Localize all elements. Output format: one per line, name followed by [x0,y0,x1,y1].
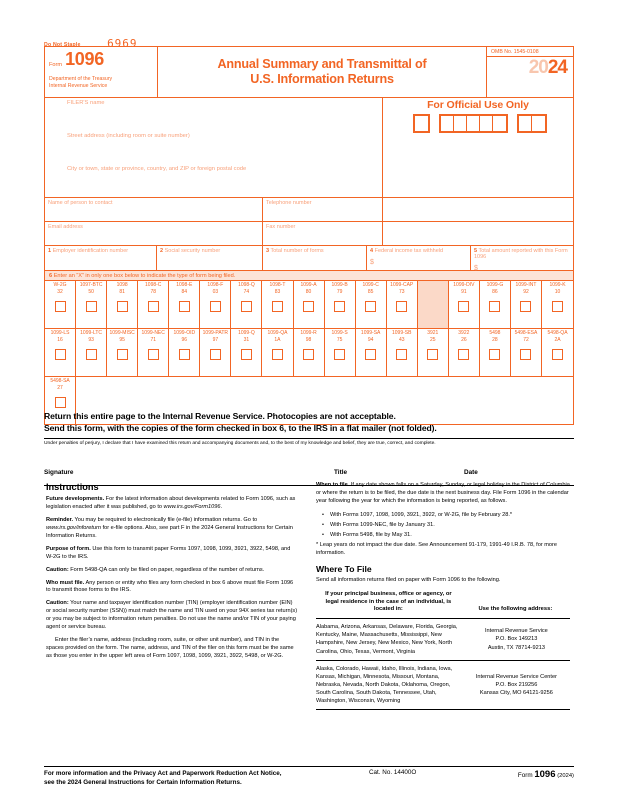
form-type-cell-1098[interactable] [107,281,138,328]
mailing-address-cell [461,660,570,710]
form-type-code: 97 [212,336,219,343]
who-must-file-paragraph [46,580,298,596]
form-type-cell-1099-nec[interactable] [138,329,169,376]
form-type-cell-1099-div[interactable] [449,281,480,328]
official-cell[interactable] [493,116,506,131]
form-type-checkbox[interactable] [148,349,159,360]
form-type-cell-1099-misc[interactable] [107,329,138,376]
form-type-code: 93 [88,336,94,343]
return-notice-line-1: Return this entire page to the Internal Revenue Service. Photocopies are not acceptable. [44,411,396,421]
form-type-checkbox[interactable] [458,349,469,360]
box-5-number: 5 [474,248,478,254]
box-4-dollar-sign: $ [370,259,374,266]
form-type-cell-1099-q[interactable] [231,329,262,376]
department-line-2: Internal Revenue Service [49,83,108,90]
form-type-name: 1098-E [176,282,193,288]
official-use-block [383,98,573,197]
form-type-grid [45,280,573,424]
form-type-cell-1098-f[interactable] [200,281,231,328]
address-line-3: Austin, TX 78714-9213 [487,644,545,651]
footer-form-number: 1096 [534,769,556,780]
reminder-text: You may be required to electronically file (e-file) information returns. Go to [73,516,258,523]
form-type-name: W-2G [53,282,67,288]
form-type-name: 1099-R [300,330,317,336]
form-identity-block [45,47,158,97]
box-4-label: Federal income tax withheld [374,248,444,254]
form-type-cell-1099-r[interactable] [294,329,325,376]
catalog-number: Cat. No. 14400O [369,769,417,776]
where-to-file-table [316,590,570,710]
form-type-cell-w-2g[interactable] [45,281,76,328]
form-type-code: 25 [430,336,436,343]
box-5-label: Total amount reported with this Form 1096 [474,248,568,260]
form-type-checkbox[interactable] [241,301,252,312]
box-6-instruction: Enter an “X” in only one box below to indicate the type of form being filed. [53,272,236,279]
form-type-name: 5498-SA [50,378,70,384]
form-type-checkbox[interactable] [365,349,376,360]
box-3-number: 3 [266,248,270,254]
form-type-cell-5498[interactable] [480,329,511,376]
form-type-checkbox[interactable] [210,349,221,360]
form-type-name: 1099-NEC [141,330,165,336]
form-type-name: 1099-OID [173,330,196,336]
address-line-2: P.O. Box 149213 [495,636,538,643]
form-type-checkbox[interactable] [210,301,221,312]
form-type-checkbox[interactable] [241,349,252,360]
box-1-ein[interactable] [45,246,157,270]
form-type-name: 1098-C [145,282,162,288]
form-type-name: 1099-A [300,282,317,288]
form-type-checkbox[interactable] [396,349,407,360]
form-type-checkbox[interactable] [520,349,531,360]
form-title-line-1: Annual Summary and Transmittal of [217,56,427,71]
form-type-code: 1A [274,336,281,343]
email-field[interactable]: Email address [45,222,263,245]
official-group-1[interactable] [413,114,430,133]
form-type-checkbox[interactable] [489,301,500,312]
form-type-cell-1099-g[interactable] [480,281,511,328]
inforeturn-url[interactable]: www.irs.gov/inforeturn [46,524,102,531]
form-type-checkbox[interactable] [303,349,314,360]
form-type-code: 94 [367,336,374,343]
form-type-code: 75 [336,336,343,343]
instructions-left-column [46,482,308,710]
footer-form-year: (2024) [557,773,574,779]
year-suffix: 24 [547,57,567,78]
form-type-name: 1099-G [486,282,504,288]
form-type-checkbox[interactable] [55,349,66,360]
form-type-cell-1099-cap[interactable] [387,281,418,328]
form-type-row-1 [45,281,573,329]
form-type-code: 84 [181,288,188,295]
form-type-code: 98 [305,336,312,343]
form-type-cell-1099-patr[interactable] [200,329,231,376]
form-type-code: 81 [119,288,125,295]
table-row [316,660,570,710]
year-prefix: 20 [528,57,548,78]
do-not-staple-label: Do Not Staple [44,42,81,48]
form-type-cell-1097-btc[interactable] [76,281,107,328]
official-cell[interactable] [454,116,467,131]
reminder-text-2: for e-file options. Also, see part F in the 2024 General Instructions for Certain Information Returns. [46,524,293,539]
purpose-text: Use this form to transmit paper Forms 1097, 1098, 1099, 3921, 3922, 5498, and W-2G to the IRS. [46,545,291,560]
who-must-file-label: Who must file. [46,579,85,586]
form-type-name: 5498 [489,330,501,336]
form-type-name: 1098-T [269,282,286,288]
perjury-statement: Under penalties of perjury, I declare that I have examined this return and accompanying documents and, to the best of my knowledge and belief, they are true, correct, and complete. [44,440,436,446]
footer-form-identity [479,769,574,780]
form-type-checkbox[interactable] [552,301,563,312]
when-to-file-text: If any date shown falls on a Saturday, Sunday, or legal holiday in the District of Columbia or where the return is to be filed, the due date is the next business day. File Form 1096 in the calendar year following the year for which the information is being reported, as follows. [316,482,570,504]
where-to-file-intro: Send all information returns filed on paper with Form 1096 to the following. [316,576,501,583]
states-list-cell: Alaska, Colorado, Hawaii, Idaho, Illinois, Indiana, Iowa, Kansas, Michigan, Minnesota, Missouri, Montana, Nebraska, Nevada, North Dakota, Oklahoma, Oregon, South Carolina, South Dakota, Tennessee, Utah, Washington, Wisconsin, Wyoming [316,660,461,710]
privacy-act-line-1: For more information and the Privacy Act and Paperwork Reduction Act Notice, [44,770,282,777]
when-to-file-bullet: • With Forms 5498, file by May 31. [325,531,570,539]
future-developments-label: Future developments. [46,496,105,502]
form-type-checkbox[interactable] [179,349,190,360]
form-type-cell-1098-e[interactable] [169,281,200,328]
notice-divider [44,438,574,439]
form-number: 1096 [65,48,104,69]
department-label [49,76,153,90]
form-type-cell-5498-esa[interactable] [511,329,542,376]
form-type-name: 1099-QA [267,330,288,336]
box-6-number: 6 [49,272,53,279]
form-type-checkbox[interactable] [86,301,97,312]
form-type-code: 92 [523,288,529,295]
footer-divider [44,766,574,767]
form-type-checkbox[interactable] [272,349,283,360]
form-type-cell-1099-int[interactable] [511,281,542,328]
form-type-checkbox[interactable] [396,301,407,312]
form-type-checkbox[interactable] [117,301,128,312]
form-type-checkbox[interactable] [55,397,66,408]
form-type-name: 3921 [427,330,439,336]
form-type-code: 50 [88,288,94,295]
filer-city-field[interactable]: City or town, state or province, country, and ZIP or foreign postal code [67,166,247,172]
form-type-code: 73 [398,288,405,295]
form-body [44,46,574,425]
future-developments-paragraph [46,496,298,512]
box-3-label: Total number of forms [270,248,324,254]
filer-name-field[interactable]: FILER'S name [67,100,105,106]
return-notice-line-2: Send this form, with the copies of the form checked in box 6, to the IRS in a flat mailer (not folded). [44,423,437,434]
form-type-name: 1099-B [331,282,348,288]
filer-address-block [45,98,383,197]
form-type-cell-1099-sb[interactable] [387,329,418,376]
enter-filer-paragraph: Enter the filer’s name, address (including room, suite, or other unit number), and TIN in the spaces provided on the form. The name, address, and TIN of the filer on this form must be the same as those you enter in the upper left area of Form 1097, 1098, 1099, 3921, 3922, 5498, or W-2G. [46,637,294,659]
form-type-code: 72 [523,336,529,343]
box-5-total-amount[interactable] [471,246,573,270]
when-to-file-bullet: • With Forms 1097, 1098, 1099, 3921, 3922, or W-2G, file by February 28.* [325,511,570,519]
form-type-code: 83 [274,288,281,295]
return-notice-block [44,410,574,486]
form-type-name: 1099-INT [515,282,537,288]
form-type-code: 31 [243,336,250,343]
form-type-checkbox[interactable] [179,301,190,312]
form-type-checkbox[interactable] [334,301,345,312]
form-type-cell-1099-b[interactable] [325,281,356,328]
address-line-1: Internal Revenue Service Center [475,673,557,680]
form-type-checkbox[interactable] [117,349,128,360]
official-cell[interactable] [467,116,480,131]
form-type-name: 1099-K [549,282,566,288]
form-type-cell-1099-oid[interactable] [169,329,200,376]
address-line-2: P.O. Box 219256 [495,681,538,688]
form-type-name: 1099-C [362,282,379,288]
form-type-name: 1099-DIV [453,282,475,288]
tax-year [487,57,573,77]
box-2-number: 2 [160,248,164,254]
form-type-name: 5498-ESA [514,330,538,336]
instructions-section [46,482,576,710]
official-cell[interactable] [480,116,493,131]
form-type-name: 1098-F [207,282,224,288]
official-group-3[interactable] [517,114,547,133]
form-type-name: 1097-BTC [79,282,103,288]
future-developments-text: For the latest information about developments related to Form 1096, such as legislation enacted after it was published, go to [46,496,296,510]
form-header [45,47,573,97]
form-type-cell-1099-qa[interactable] [262,329,293,376]
official-gap-2 [508,114,517,133]
box-2-label: Social security number [164,248,221,254]
form-type-code: 43 [398,336,405,343]
when-to-file-paragraph [316,482,570,506]
form-type-code: 71 [150,336,156,343]
filer-section [45,97,573,197]
form-type-code: 86 [492,288,498,295]
form-title-line-2: U.S. Information Returns [250,72,394,86]
form-type-code: 27 [57,384,63,391]
form-type-checkbox[interactable] [552,349,563,360]
form-type-checkbox[interactable] [55,301,66,312]
ocr-marks: 6969 [107,37,138,50]
official-use-title: For Official Use Only [427,99,529,111]
form-type-code: 28 [492,336,498,343]
who-must-file-text: Any person or entity who files any form checked in box 6 above must file Form 1096 to transmit those forms to the IRS. [46,579,294,594]
official-cell[interactable] [415,116,428,131]
official-use-spacer-2 [383,222,573,245]
form-type-name: 1099-Q [238,330,255,336]
table-row [316,619,570,660]
official-gap-1 [430,114,439,133]
form-type-name: 5498-QA [547,330,568,336]
official-cell[interactable] [441,116,454,131]
form-type-cell-blank [418,281,449,328]
caution-1-text: Form 5498-QA can only be filed on paper, regardless of the number of returns. [68,566,265,573]
signature-row [44,469,574,476]
form-type-checkbox[interactable] [303,301,314,312]
box-2-ssn[interactable] [157,246,263,270]
telephone-field[interactable]: Telephone number [263,198,383,221]
caution-1-label: Caution: [46,566,69,573]
form-type-row-2 [45,329,573,377]
top-strip [44,33,574,50]
when-to-file-bullets [316,511,570,539]
form-type-cell-1098-t[interactable] [262,281,293,328]
leap-year-footnote: * Leap years do not impact the due date. See Announcement 91-179, 1991-49 I.R.B. 78, for more information. [316,541,557,556]
form-title-block [158,47,486,97]
form-type-checkbox[interactable] [458,301,469,312]
official-use-boxes[interactable] [383,114,573,133]
form-type-code: 74 [243,288,250,295]
form-type-code: 26 [461,336,467,343]
form-type-cell-5498-qa[interactable] [542,329,573,376]
reminder-paragraph [46,517,298,541]
form-type-name: 3922 [458,330,470,336]
form-type-name: 1099-SA [360,330,381,336]
box-1-label: Employer identification number [52,248,129,254]
form-type-cell-1099-ls[interactable] [45,329,76,376]
fax-field[interactable]: Fax number [263,222,383,245]
form-type-code: 32 [57,288,63,295]
form-type-code: 91 [461,288,467,295]
form-word-label: Form [49,62,63,68]
form-type-name: 1099-LTC [80,330,103,336]
box-5-dollar-sign: $ [474,265,478,272]
form-type-name: 1098 [116,282,128,288]
form-type-checkbox[interactable] [86,349,97,360]
filer-street-field[interactable]: Street address (including room or suite number) [67,133,190,139]
caution-2-paragraph [46,600,298,632]
form-type-checkbox[interactable] [489,349,500,360]
footer-row [44,769,574,787]
department-line-1: Department of the Treasury [49,76,113,82]
mailing-address-cell [461,619,570,660]
boxes-1-5-row [45,245,573,270]
form-type-name: 1099-PATR [202,330,229,336]
purpose-label: Purpose of form. [46,545,91,552]
signature-label[interactable]: Signature [44,469,74,477]
privacy-act-line-2: see the 2024 General Instructions for Certain Information Returns. [44,779,242,787]
email-row [45,221,573,245]
official-cell[interactable] [532,116,545,131]
form-type-cell-1099-k[interactable] [542,281,573,328]
when-to-file-bullet: • With Forms 1099-NEC, file by January 31. [325,521,570,529]
column-header-location: If your principal business, office or agency, or legal residence in the case of an individual, is located in: [316,590,461,619]
table-header-row [316,590,570,619]
box-1-number: 1 [48,248,52,254]
form-type-name: 1099-CAP [390,282,414,288]
caution-2-text: Your name and taxpayer identification number (TIN) (employer identification number (EIN) or social security number (SSN)) must match the name and TIN used on your 94X series tax return(s) or you may be subject to information return penalties. Do not use the name and/or TIN of your paying agent or service bureau. [46,600,298,631]
form-type-name: 1098-Q [238,282,255,288]
future-developments-end: . [220,503,222,510]
title-label[interactable]: Title [334,469,348,477]
form-type-checkbox[interactable] [365,301,376,312]
form-type-code: 95 [119,336,125,343]
form-1096-url[interactable]: www.irs.gov/Form1096 [163,503,221,510]
instructions-heading: Instructions [46,482,99,492]
form-type-name: 1099-MISC [109,330,135,336]
date-label[interactable]: Date [464,469,478,477]
form-type-checkbox[interactable] [148,301,159,312]
form-type-name: 1099-SB [391,330,412,336]
official-cell[interactable] [519,116,532,131]
form-type-checkbox[interactable] [427,349,438,360]
form-type-code: 78 [150,288,156,295]
omb-number: OMB No. 1545-0108 [487,47,573,57]
address-line-1: Internal Revenue Service [484,628,548,635]
contact-row [45,197,573,221]
caution-1-paragraph [46,567,298,575]
form-type-code: 79 [336,288,343,295]
contact-name-field[interactable]: Name of person to contact [45,198,263,221]
form-type-code: 16 [57,336,63,343]
reminder-label: Reminder. [46,516,74,523]
form-type-cell-1099-c[interactable] [356,281,387,328]
states-list-cell: Alabama, Arizona, Arkansas, Delaware, Florida, Georgia, Kentucky, Maine, Massachusetts, Mississippi, New Hampshire, New Jersey, New Mexico, New York, North Carolina, Ohio, Texas, Vermont, Virginia [316,619,461,660]
box-4-number: 4 [370,248,374,254]
form-type-code: 10 [554,288,561,295]
form-type-cell-1099-ltc[interactable] [76,329,107,376]
form-type-cell-1098-q[interactable] [231,281,262,328]
form-type-name: 1099-LS [50,330,70,336]
instructions-right-column [308,482,570,710]
caution-2-label: Caution: [46,600,69,607]
page-footer [44,766,574,787]
form-type-code: 80 [305,288,312,295]
form-type-code: 85 [367,288,374,295]
form-type-cell-1099-a[interactable] [294,281,325,328]
form-type-cell-1099-sa[interactable] [356,329,387,376]
form-type-code: 96 [181,336,188,343]
form-type-cell-3922[interactable] [449,329,480,376]
where-to-file-heading: Where To File [316,563,372,574]
official-use-spacer-1 [383,198,573,221]
form-type-checkbox[interactable] [520,301,531,312]
omb-year-block [486,47,573,97]
purpose-paragraph [46,546,298,562]
form-type-code: 2A [554,336,561,343]
form-type-cell-1099-s[interactable] [325,329,356,376]
form-type-checkbox[interactable] [272,301,283,312]
form-type-code: 03 [212,288,219,295]
box-3-total-forms[interactable] [263,246,367,270]
when-to-file-label: When to file. [316,482,350,488]
footer-form-word: Form [517,772,533,779]
privacy-act-notice [44,769,369,787]
form-type-cell-3921[interactable] [418,329,449,376]
form-type-checkbox[interactable] [334,349,345,360]
column-header-address: Use the following address: [461,590,570,619]
address-line-3: Kansas City, MO 64121-9256 [479,690,553,696]
box-4-withheld[interactable] [367,246,471,270]
official-group-2[interactable] [439,114,508,133]
form-type-cell-1098-c[interactable] [138,281,169,328]
form-type-name: 1099-S [331,330,348,336]
